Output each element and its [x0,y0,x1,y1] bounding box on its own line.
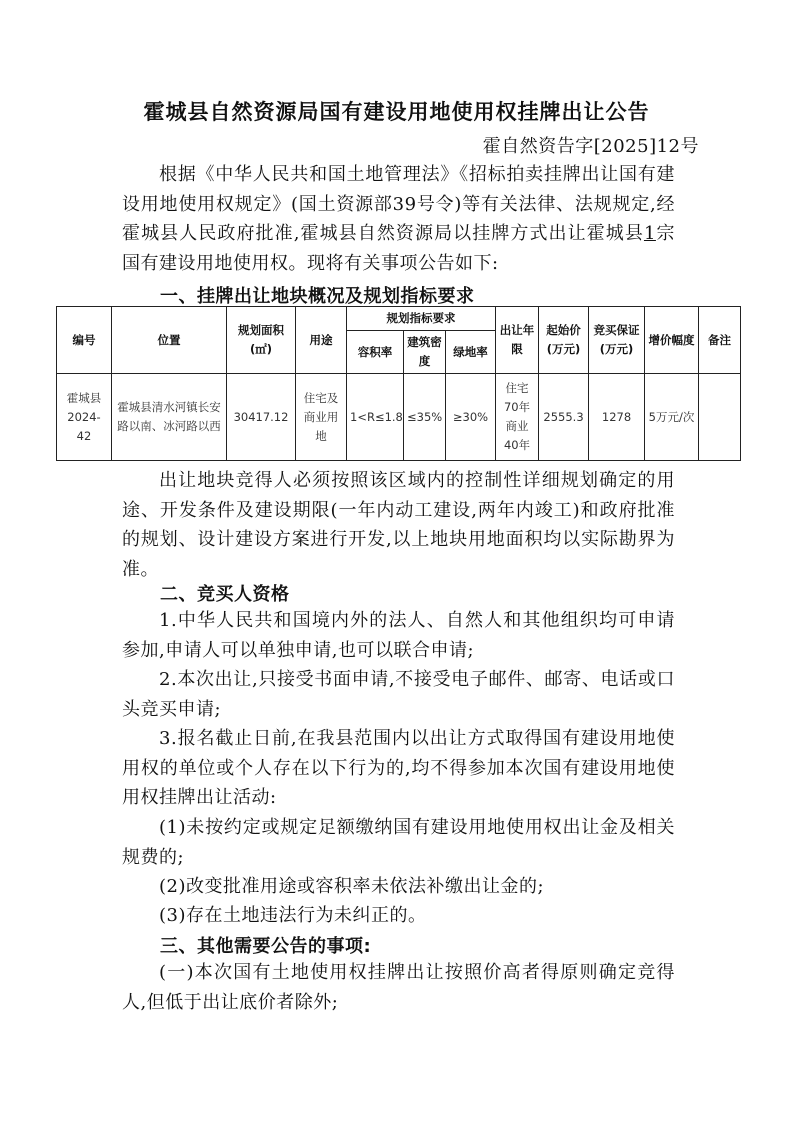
header-area-unit: (㎡) [249,342,272,356]
cell-deposit: 1278 [589,374,645,461]
section2-item-3: 3.报名截止日前,在我县范围内以出让方式取得国有建设用地使用权的单位或个人存在以下行为的,均不得参加本次国有建设用地使用权挂牌出让活动: [122,728,675,808]
header-area-label: 规划面积 [238,323,284,337]
table-header-row [57,307,741,331]
section2-item-1: 1.中华人民共和国境内外的法人、自然人和其他组织均可申请参加,申请人可以单独申请,也可以联合申请; [122,610,675,661]
section1-heading: 一、挂牌出让地块概况及规划指标要求 [160,286,475,307]
header-id: 编号 [57,307,112,374]
header-start-price [539,307,589,374]
header-deposit-label: 竞买保证 [593,323,640,337]
section1-note: 出让地块竞得人必须按照该区域内的控制性详细规划确定的用途、开发条件及建设期限(一年内动工建设,两年内竣工)和政府批准的规划、设计建设方案进行开发,以上地块用地面积均以实际勘界为准。 [122,470,675,580]
cell-density: ≤35% [404,374,446,461]
header-remark: 备注 [699,307,741,374]
header-density: 建筑密度 [404,331,446,374]
cell-increment: 5万元/次 [645,374,699,461]
header-start-price-label: 起始价 [546,323,581,337]
table-row [57,374,741,461]
intro-paragraph [122,160,675,278]
section3-heading: 三、其他需要公告的事项: [160,936,372,957]
cell-start-price: 2555.3 [539,374,589,461]
section2-sub-item-1: (1)未按约定或规定足额缴纳国有建设用地使用权出让金及相关规费的; [122,817,675,868]
section2-item-2: 2.本次出让,只接受书面申请,不接受电子邮件、邮寄、电话或口头竞买申请; [122,669,675,720]
cell-location: 霍城县清水河镇长安路以南、冰河路以西 [112,374,227,461]
cell-remark [699,374,741,461]
header-term: 出让年限 [496,307,539,374]
header-deposit [589,307,645,374]
header-green: 绿地率 [446,331,496,374]
section3-item-1: (一)本次国有土地使用权挂牌出让按照价高者得原则确定竞得人,但低于出让底价者除外; [122,962,675,1013]
parcel-count: 1 [643,223,656,244]
page-title: 霍城县自然资源局国有建设用地使用权挂牌出让公告 [143,100,650,124]
section2-heading: 二、竞买人资格 [160,584,290,605]
cell-green: ≥30% [446,374,496,461]
land-parcel-table [56,306,741,461]
header-start-price-unit: (万元) [546,342,581,356]
cell-term: 住宅70年商业40年 [496,374,539,461]
header-far: 容积率 [347,331,404,374]
header-planning: 规划指标要求 [347,307,496,331]
intro-text-before: 根据《中华人民共和国土地管理法》《招标拍卖挂牌出让国有建设用地使用权规定》(国土资源部39号令)等有关法律、法规规定,经霍城县人民政府批准,霍城县自然资源局以挂牌方式出让霍城县 [122,164,675,244]
section2-sub-item-2: (2)改变批准用途或容积率未依法补缴出让金的; [159,876,545,897]
cell-far: 1<R≤1.8 [347,374,404,461]
header-area [227,307,296,374]
header-location: 位置 [112,307,227,374]
section2-sub-item-3: (3)存在土地违法行为未纠正的。 [159,905,427,926]
header-use: 用途 [296,307,347,374]
header-deposit-unit: (万元) [599,342,634,356]
cell-use: 住宅及商业用地 [296,374,347,461]
document-number: 霍自然资告字[2025]12号 [482,136,699,157]
intro-text-after: 宗国有建设用地使用权。现将有关事项公告如下: [122,223,675,274]
cell-id: 霍城县2024-42 [57,374,112,461]
header-increment: 增价幅度 [645,307,699,374]
cell-area: 30417.12 [227,374,296,461]
